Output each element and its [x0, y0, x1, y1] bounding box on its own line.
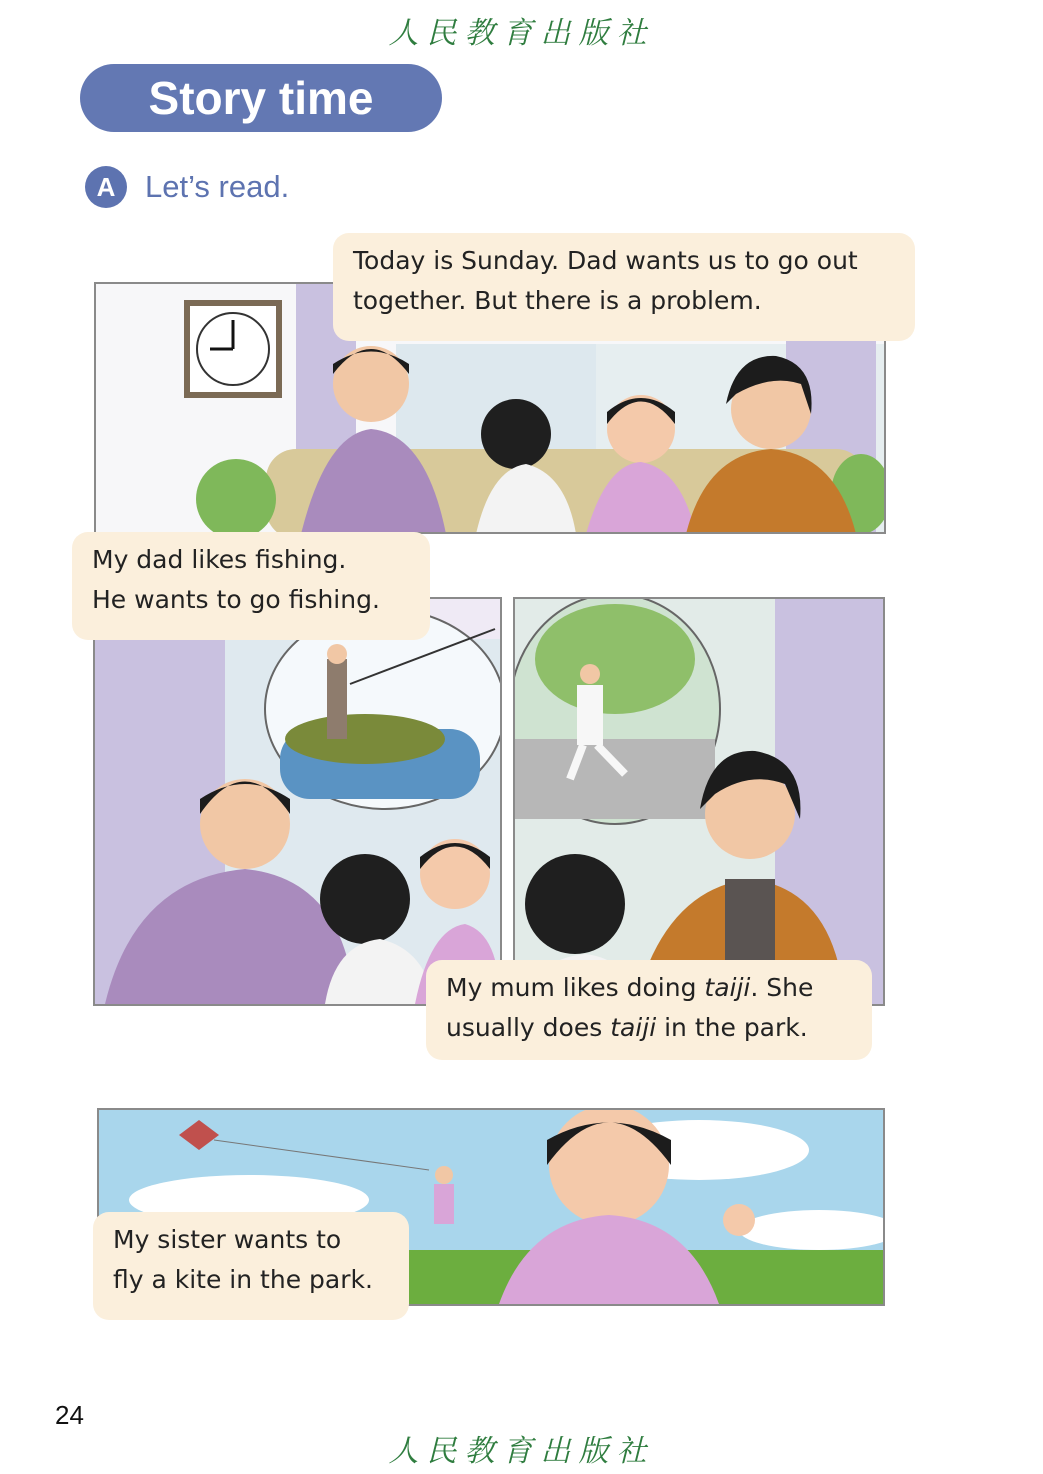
instruction-text: Let’s read. — [145, 169, 290, 204]
page-number: 24 — [55, 1400, 84, 1430]
dad-fishing-illustration — [95, 599, 500, 1004]
mum-taiji-illustration — [515, 599, 883, 1004]
publisher-mark-top: 人民教育出版社 — [388, 16, 655, 51]
comic-panel-dad-fishing — [93, 597, 502, 1006]
caption-3-line-2 — [446, 1008, 852, 1048]
caption-3-text-a: My mum likes doing — [446, 973, 705, 1002]
caption-3-italic-taiji-2: taiji — [610, 1013, 657, 1042]
caption-4-line-1: My sister wants to — [113, 1225, 342, 1254]
caption-2-line-2: He wants to go fishing. — [92, 585, 380, 614]
taiji-thought-bubble — [515, 599, 720, 824]
caption-bubble-2 — [72, 532, 430, 640]
caption-3-italic-taiji-1: taiji — [704, 973, 751, 1002]
caption-4-line-2: fly a kite in the park. — [113, 1265, 373, 1294]
caption-2-line-1: My dad likes fishing. — [92, 545, 347, 574]
section-badge: A — [85, 166, 127, 208]
caption-3-text-c: usually does — [446, 1013, 611, 1042]
caption-3-text-d: in the park. — [656, 1013, 808, 1042]
caption-1-line-2: together. But there is a problem. — [353, 286, 762, 315]
section-title: Story time — [80, 64, 442, 132]
comic-panel-mum-taiji — [513, 597, 885, 1006]
caption-1-line-1: Today is Sunday. Dad wants us to go out — [353, 246, 858, 275]
caption-bubble-1 — [333, 233, 915, 341]
caption-3-line-1 — [446, 968, 852, 1008]
publisher-mark-bottom: 人民教育出版社 — [388, 1434, 655, 1469]
caption-bubble-3 — [426, 960, 872, 1060]
caption-bubble-4 — [93, 1212, 409, 1320]
caption-3-text-b: . She — [750, 973, 814, 1002]
wall-clock-icon — [184, 300, 282, 398]
